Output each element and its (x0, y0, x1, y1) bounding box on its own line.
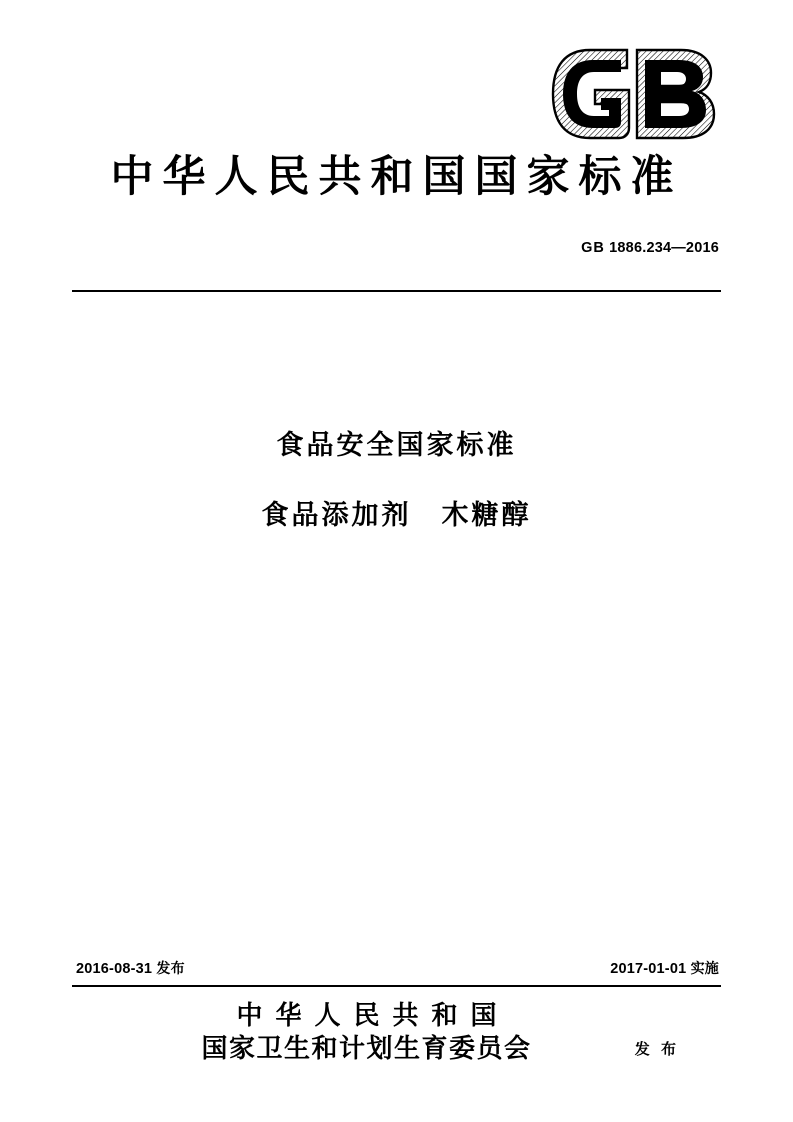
standard-number-value: 1886.234—2016 (609, 240, 719, 256)
document-title-line2: 食品添加剂 木糖醇 (261, 500, 532, 532)
gb-logo (549, 46, 719, 142)
standard-number (581, 240, 719, 256)
dates-row (72, 958, 721, 980)
publisher-line1: 中华人民共和国 (236, 1001, 510, 1031)
issue-date-label: 发布 (156, 961, 185, 977)
divider-bottom (72, 985, 721, 987)
page-title: 中华人民共和国国家标准 (110, 152, 683, 202)
effective-date (610, 958, 719, 978)
issue-date (76, 958, 185, 978)
issue-date-value: 2016-08-31 (76, 961, 153, 977)
effective-date-label: 实施 (690, 961, 719, 977)
document-title-block (72, 430, 721, 533)
document-title-line1: 食品安全国家标准 (276, 430, 517, 461)
standard-number-prefix: GB (581, 240, 605, 256)
effective-date-value: 2017-01-01 (610, 961, 687, 977)
divider-top (72, 290, 721, 292)
publisher-action-label: 发 布 (634, 1040, 679, 1058)
publisher-block (72, 1000, 721, 1070)
publisher-line2: 国家卫生和计划生育委员会 (201, 1033, 532, 1064)
